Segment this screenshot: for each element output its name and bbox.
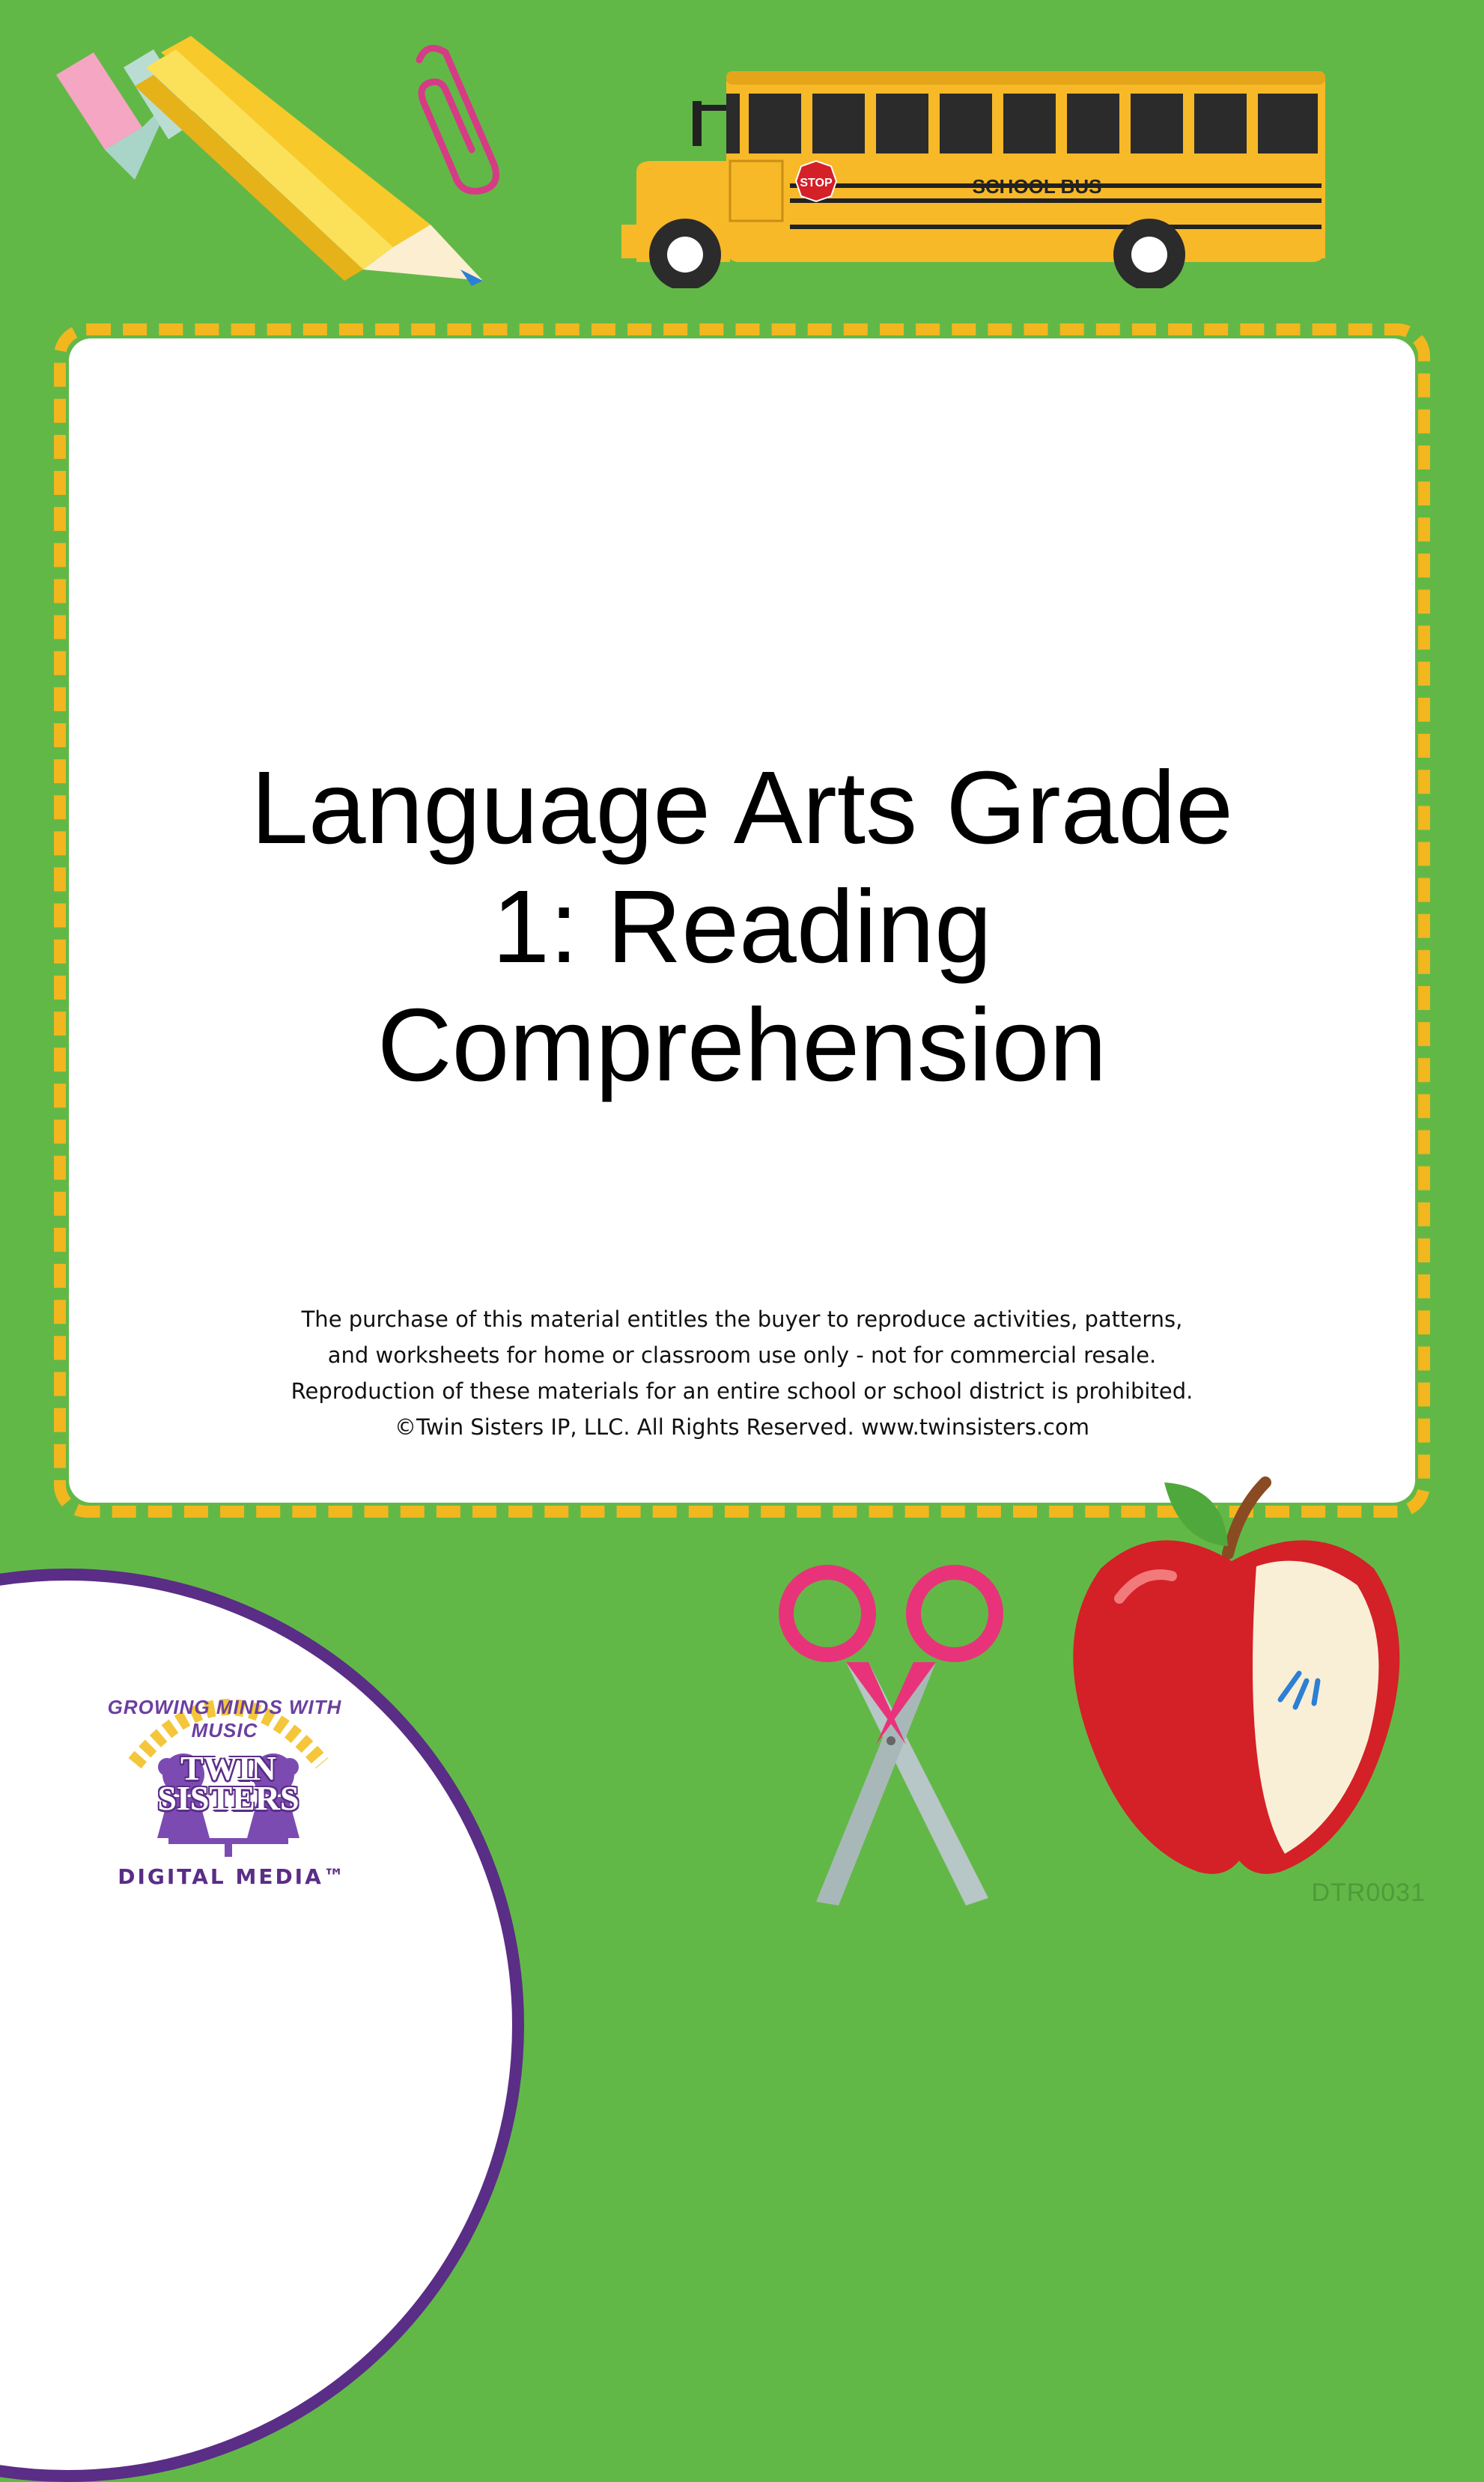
- title-line: Language Arts Grade: [251, 750, 1233, 866]
- title-line: Comprehension: [377, 988, 1107, 1104]
- title-line: 1: Reading: [492, 869, 992, 985]
- notice-line: and worksheets for home or classroom use only - not for commercial resale.: [327, 1342, 1157, 1368]
- brand-name-line: SISTERS: [157, 1779, 299, 1817]
- notice-line: ©Twin Sisters IP, LLC. All Rights Reserved. www.twinsisters.com: [395, 1414, 1089, 1440]
- brand-name: [153, 1749, 303, 1817]
- bus-side-text: SCHOOL BUS: [972, 175, 1102, 198]
- brand-division: DIGITAL MEDIA™: [118, 1864, 347, 1889]
- product-code: DTR0031: [1311, 1879, 1426, 1907]
- copyright-notice: [225, 1301, 1259, 1445]
- stop-sign-text: STOP: [800, 177, 833, 189]
- brand-tagline: GROWING MINDS WITH MUSIC: [107, 1696, 342, 1742]
- scissors-illustration: [764, 1557, 1018, 1909]
- notice-line: Reproduction of these materials for an entire school or school district is prohibited.: [291, 1378, 1193, 1404]
- paperclip-illustration: [397, 37, 509, 195]
- brand-name-line: TWIN: [180, 1749, 276, 1787]
- notice-line: The purchase of this material entitles the buyer to reproduce activities, patterns,: [301, 1307, 1183, 1332]
- apple-illustration: [1067, 1471, 1411, 1891]
- school-bus-illustration: [614, 71, 1333, 288]
- page-title: [90, 749, 1394, 1105]
